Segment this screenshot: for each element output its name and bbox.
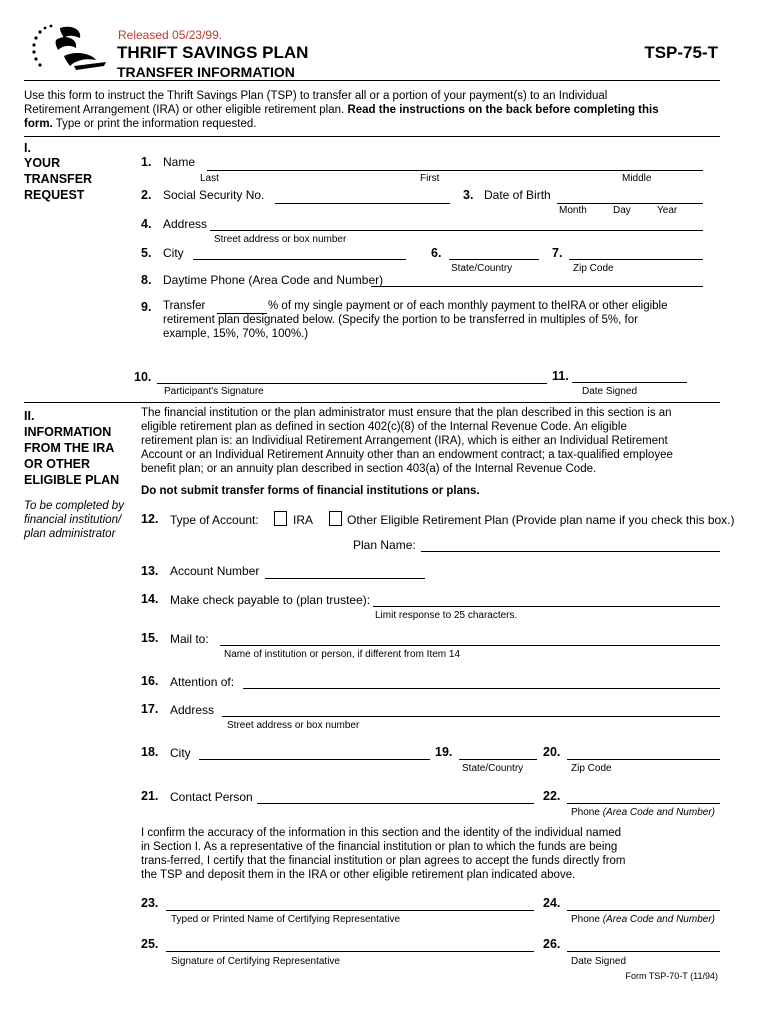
section1-roman: I. [24, 141, 31, 155]
item24-number: 24. [543, 896, 561, 910]
zip-field[interactable] [569, 259, 703, 260]
payee-caption: Limit response to 25 characters. [375, 610, 518, 621]
item23-number: 23. [141, 896, 159, 910]
item9-text-a: Transfer [163, 300, 206, 312]
item19-number: 19. [435, 745, 453, 759]
item21-label: Contact Person [170, 790, 253, 804]
address-caption: Street address or box number [214, 234, 347, 245]
address-field[interactable] [210, 230, 703, 231]
intro-main: Use this form to instruct the Thrift Savings Plan (TSP) to transfer all or a portion of your payment(s) to an Individual Retirement Arrangement (IRA) or other eligible retirement plan. [24, 90, 608, 116]
item9-text-d: example, 15%, 70%, 100%.) [163, 328, 309, 340]
contact-person-field[interactable] [257, 803, 534, 804]
name-first-caption: First [420, 173, 440, 184]
item16-label: Attention of: [170, 675, 235, 689]
item1-label: Name [163, 155, 196, 169]
item7-number: 7. [552, 246, 563, 260]
other-plan-label: Other Eligible Retirement Plan (Provide plan name if you check this box.) [347, 513, 735, 527]
contact-phone-caption-a: Phone [571, 807, 603, 818]
participant-signature-caption: Participant's Signature [164, 386, 264, 397]
item25-number: 25. [141, 937, 159, 951]
rep-name-field[interactable] [166, 910, 534, 911]
intro-bold: Read the instructions on the back before completing this form. [24, 104, 659, 130]
plan-name-field[interactable] [421, 551, 720, 552]
dob-month-caption: Month [559, 205, 587, 216]
plan-state-field[interactable] [459, 759, 537, 760]
rep-signature-field[interactable] [166, 951, 534, 952]
section2-roman: II. [24, 409, 35, 423]
plan-name-label: Plan Name: [353, 538, 416, 552]
section2-title: INFORMATION FROM THE IRA OR OTHER ELIGIBLE PLAN [24, 425, 120, 487]
section2-note: To be completed by financial institution/ plan administrator [24, 500, 124, 540]
item4-number: 4. [141, 217, 152, 231]
ira-checkbox[interactable] [274, 511, 287, 526]
item1-number: 1. [141, 155, 152, 169]
name-last-caption: Last [200, 173, 219, 184]
participant-date-caption: Date Signed [582, 386, 638, 397]
mail-to-caption: Name of institution or person, if different from Item 14 [224, 649, 461, 660]
section2-rule [24, 402, 720, 403]
name-middle-caption: Middle [622, 173, 652, 184]
contact-phone-caption [571, 807, 715, 818]
contact-phone-field[interactable] [567, 803, 720, 804]
plan-address-caption: Street address or box number [227, 720, 360, 731]
section1-rule [24, 136, 720, 137]
item2-label: Social Security No. [163, 188, 265, 202]
item8-number: 8. [141, 273, 152, 287]
certification-text: I confirm the accuracy of the information in this section and the identity of the individual named in Section I. As a representative of the financial institution or plan to which the funds are being trans-ferred, I certify that the financial institution or plan agrees to accept the funds directly from the TSP and deposit them in the IRA or other eligible retirement plan indicated above. [141, 827, 626, 881]
item10-number: 10. [134, 370, 152, 384]
item18-number: 18. [141, 745, 159, 759]
item11-number: 11. [552, 369, 569, 383]
name-field[interactable] [207, 170, 703, 171]
dob-field[interactable] [557, 203, 703, 204]
item3-number: 3. [463, 188, 474, 202]
participant-date-field[interactable] [572, 382, 687, 383]
state-caption: State/Country [451, 263, 513, 274]
city-field[interactable] [193, 259, 406, 260]
zip-caption: Zip Code [573, 263, 614, 274]
form-title: THRIFT SAVINGS PLAN [117, 43, 309, 62]
header-rule [24, 80, 720, 81]
tsp-logo [30, 22, 110, 78]
item2-number: 2. [141, 188, 152, 202]
ira-label: IRA [293, 513, 314, 527]
item14-label: Make check payable to (plan trustee): [170, 593, 371, 607]
form-id: TSP-75-T [644, 43, 718, 62]
item3-label: Date of Birth [484, 188, 551, 202]
item13-number: 13. [141, 564, 159, 578]
other-plan-checkbox[interactable] [329, 511, 342, 526]
account-number-field[interactable] [265, 578, 425, 579]
plan-state-caption: State/Country [462, 763, 524, 774]
intro-tail: Type or print the information requested. [55, 118, 257, 130]
item12-label: Type of Account: [170, 513, 259, 527]
section2-intro: The financial institution or the plan administrator must ensure that the plan described in this section is an eligible retirement plan as defined in section 402(c)(8) of the Internal Revenue Code. An eligible retirement plan is: an Individiual Retirement Arrangement (IRA), which is either an Individual Retirement Account or an Individual Retirement Annuity other than an endowment contract; a tax-qualified employee benefit plan; or an annuity plan described in section 403(a) of the Internal Revenue Code. [141, 407, 673, 475]
plan-address-field[interactable] [222, 716, 720, 717]
state-field[interactable] [449, 259, 539, 260]
item4-label: Address [163, 217, 208, 231]
item5-number: 5. [141, 246, 152, 260]
item9-text-c: retirement plan designated below. (Specify the portion to be transferred in multiples of 5%, for [163, 314, 638, 326]
item18-label: City [170, 746, 191, 760]
ssn-field[interactable] [275, 203, 450, 204]
item13-label: Account Number [170, 564, 260, 578]
item17-label: Address [170, 703, 215, 717]
section1-title: YOUR TRANSFER REQUEST [24, 156, 93, 202]
form-code: Form TSP-70-T (11/94) [625, 971, 718, 981]
mail-to-field[interactable] [220, 645, 720, 646]
section2-warning: Do not submit transfer forms of financial institutions or plans. [141, 485, 480, 497]
item9-text-b: % of my single payment or of each monthly payment to theIRA or other eligible [268, 300, 668, 312]
rep-phone-field[interactable] [567, 910, 720, 911]
item16-number: 16. [141, 674, 159, 688]
contact-phone-caption-b: (Area Code and Number) [602, 807, 715, 818]
participant-signature-field[interactable] [157, 383, 547, 384]
phone-field[interactable] [371, 286, 703, 287]
rep-phone-caption [571, 914, 715, 925]
dob-day-caption: Day [613, 205, 631, 216]
item15-label: Mail to: [170, 632, 209, 646]
plan-zip-caption: Zip Code [571, 763, 612, 774]
payee-field[interactable] [373, 606, 720, 607]
plan-city-field[interactable] [199, 759, 430, 760]
item22-number: 22. [543, 789, 561, 803]
item21-number: 21. [141, 789, 159, 803]
dob-year-caption: Year [657, 205, 678, 216]
rep-date-field[interactable] [567, 951, 720, 952]
item5-label: City [163, 246, 184, 260]
plan-zip-field[interactable] [567, 759, 720, 760]
release-date: Released 05/23/99. [118, 28, 223, 42]
rep-signature-caption: Signature of Certifying Representative [171, 956, 340, 967]
item15-number: 15. [141, 631, 159, 645]
item26-number: 26. [543, 937, 561, 951]
item17-number: 17. [141, 702, 159, 716]
rep-phone-caption-a: Phone [571, 914, 603, 925]
item6-number: 6. [431, 246, 442, 260]
item12-number: 12. [141, 512, 159, 526]
form-subtitle: TRANSFER INFORMATION [117, 64, 295, 80]
intro-text [24, 89, 664, 131]
rep-phone-caption-b: (Area Code and Number) [602, 914, 715, 925]
item14-number: 14. [141, 592, 159, 606]
item8-label: Daytime Phone (Area Code and Number) [163, 273, 384, 287]
item9-number: 9. [141, 300, 152, 314]
rep-date-caption: Date Signed [571, 956, 627, 967]
item20-number: 20. [543, 745, 561, 759]
rep-name-caption: Typed or Printed Name of Certifying Representative [171, 914, 400, 925]
attention-field[interactable] [243, 688, 720, 689]
